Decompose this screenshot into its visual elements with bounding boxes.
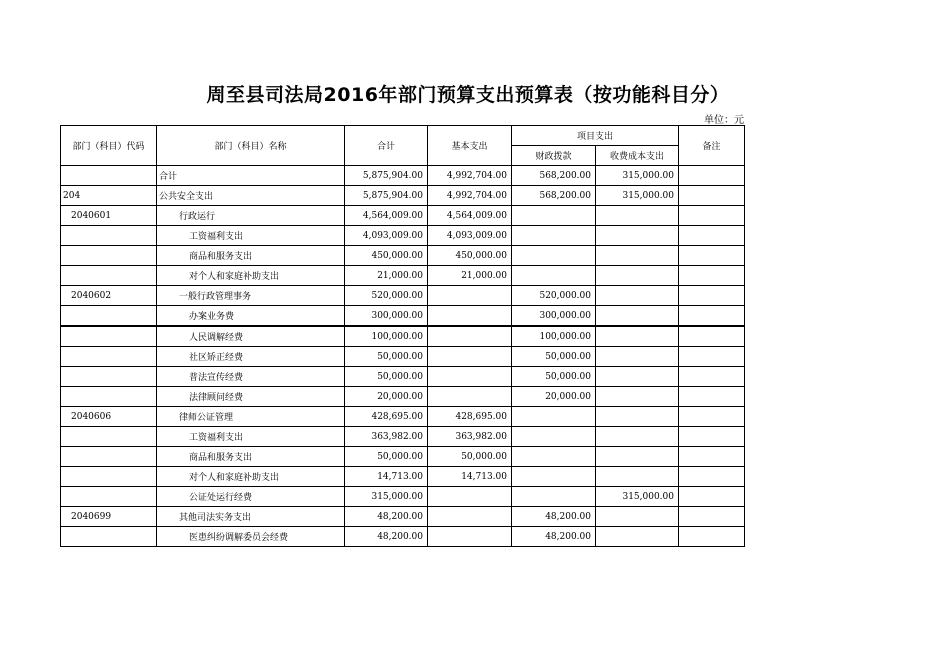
table-row <box>61 206 745 226</box>
cell-name: 人民调解经费 <box>157 326 345 347</box>
table-row <box>61 447 745 467</box>
cell-fiscal <box>512 467 596 487</box>
cell-fee: 315,000.00 <box>596 186 679 206</box>
cell-fiscal <box>512 487 596 507</box>
cell-note <box>679 447 745 467</box>
cell-note <box>679 407 745 427</box>
cell-name: 普法宣传经费 <box>157 367 345 387</box>
cell-fee <box>596 527 679 547</box>
cell-code <box>61 326 157 347</box>
cell-note <box>679 306 745 327</box>
cell-fiscal: 520,000.00 <box>512 286 596 306</box>
cell-total: 100,000.00 <box>345 326 428 347</box>
cell-name: 公证处运行经费 <box>157 487 345 507</box>
cell-fiscal: 100,000.00 <box>512 326 596 347</box>
cell-name: 办案业务费 <box>157 306 345 327</box>
cell-fee <box>596 407 679 427</box>
cell-fee <box>596 507 679 527</box>
cell-code <box>61 427 157 447</box>
cell-code: 204 <box>61 186 157 206</box>
cell-basic: 4,992,704.00 <box>428 186 512 206</box>
table-row <box>61 306 745 327</box>
cell-total: 5,875,904.00 <box>345 166 428 186</box>
header-total: 合计 <box>345 126 428 166</box>
cell-total: 520,000.00 <box>345 286 428 306</box>
cell-fee <box>596 226 679 246</box>
header-basic: 基本支出 <box>428 126 512 166</box>
cell-name: 法律顾问经费 <box>157 387 345 407</box>
cell-code <box>61 246 157 266</box>
cell-basic: 4,992,704.00 <box>428 166 512 186</box>
cell-total: 50,000.00 <box>345 367 428 387</box>
cell-fiscal <box>512 246 596 266</box>
cell-fiscal: 20,000.00 <box>512 387 596 407</box>
cell-basic <box>428 367 512 387</box>
cell-code: 2040602 <box>61 286 157 306</box>
table-row <box>61 286 745 306</box>
cell-basic: 21,000.00 <box>428 266 512 286</box>
cell-code <box>61 166 157 186</box>
cell-basic: 14,713.00 <box>428 467 512 487</box>
page-title: 周至县司法局2016年部门预算支出预算表（按功能科目分） <box>206 84 730 106</box>
cell-code <box>61 527 157 547</box>
cell-fee: 315,000.00 <box>596 166 679 186</box>
cell-fiscal <box>512 427 596 447</box>
cell-basic: 363,982.00 <box>428 427 512 447</box>
cell-code <box>61 306 157 327</box>
cell-fiscal: 48,200.00 <box>512 507 596 527</box>
cell-note <box>679 387 745 407</box>
cell-note <box>679 226 745 246</box>
cell-fiscal: 568,200.00 <box>512 166 596 186</box>
cell-code <box>61 487 157 507</box>
table-row <box>61 427 745 447</box>
cell-basic <box>428 306 512 327</box>
table-row <box>61 527 745 547</box>
cell-note <box>679 527 745 547</box>
cell-total: 50,000.00 <box>345 447 428 467</box>
cell-total: 50,000.00 <box>345 347 428 367</box>
table-row <box>61 266 745 286</box>
cell-fiscal: 48,200.00 <box>512 527 596 547</box>
cell-code <box>61 367 157 387</box>
table-row <box>61 326 745 347</box>
cell-name: 公共安全支出 <box>157 186 345 206</box>
cell-fee <box>596 306 679 327</box>
header-name: 部门（科目）名称 <box>157 126 345 166</box>
cell-code <box>61 226 157 246</box>
cell-fiscal <box>512 226 596 246</box>
table-row <box>61 226 745 246</box>
header-project: 项目支出 <box>512 126 679 146</box>
cell-total: 14,713.00 <box>345 467 428 487</box>
cell-note <box>679 367 745 387</box>
cell-fiscal: 50,000.00 <box>512 347 596 367</box>
cell-total: 4,564,009.00 <box>345 206 428 226</box>
cell-total: 428,695.00 <box>345 407 428 427</box>
cell-basic: 428,695.00 <box>428 407 512 427</box>
cell-basic: 4,564,009.00 <box>428 206 512 226</box>
cell-note <box>679 487 745 507</box>
table-row <box>61 367 745 387</box>
cell-name: 其他司法实务支出 <box>157 507 345 527</box>
cell-note <box>679 246 745 266</box>
cell-fee <box>596 206 679 226</box>
cell-fiscal <box>512 206 596 226</box>
cell-note <box>679 467 745 487</box>
cell-total: 20,000.00 <box>345 387 428 407</box>
cell-total: 48,200.00 <box>345 527 428 547</box>
cell-code <box>61 387 157 407</box>
cell-name: 社区矫正经费 <box>157 347 345 367</box>
cell-fee <box>596 467 679 487</box>
cell-fiscal <box>512 266 596 286</box>
header-code: 部门（科目）代码 <box>61 126 157 166</box>
header-note: 备注 <box>679 126 745 166</box>
cell-name: 律师公证管理 <box>157 407 345 427</box>
cell-note <box>679 347 745 367</box>
cell-name: 工资福利支出 <box>157 226 345 246</box>
cell-name: 商品和服务支出 <box>157 447 345 467</box>
cell-total: 21,000.00 <box>345 266 428 286</box>
cell-fiscal: 300,000.00 <box>512 306 596 327</box>
cell-fee <box>596 387 679 407</box>
cell-name: 对个人和家庭补助支出 <box>157 467 345 487</box>
cell-fiscal: 568,200.00 <box>512 186 596 206</box>
cell-fiscal <box>512 447 596 467</box>
cell-code: 2040606 <box>61 407 157 427</box>
cell-fiscal: 50,000.00 <box>512 367 596 387</box>
cell-name: 一般行政管理事务 <box>157 286 345 306</box>
cell-fee <box>596 286 679 306</box>
cell-fee <box>596 266 679 286</box>
cell-code <box>61 447 157 467</box>
cell-total: 5,875,904.00 <box>345 186 428 206</box>
table-row <box>61 166 745 186</box>
table-row <box>61 407 745 427</box>
cell-total: 300,000.00 <box>345 306 428 327</box>
cell-fee <box>596 326 679 347</box>
cell-note <box>679 266 745 286</box>
cell-note <box>679 427 745 447</box>
cell-fee <box>596 447 679 467</box>
header-fee: 收费成本支出 <box>596 146 679 166</box>
cell-name: 商品和服务支出 <box>157 246 345 266</box>
cell-fee <box>596 427 679 447</box>
cell-name: 合计 <box>157 166 345 186</box>
cell-note <box>679 166 745 186</box>
cell-basic <box>428 387 512 407</box>
cell-total: 363,982.00 <box>345 427 428 447</box>
cell-total: 48,200.00 <box>345 507 428 527</box>
cell-fee <box>596 367 679 387</box>
cell-fiscal <box>512 407 596 427</box>
cell-fee <box>596 246 679 266</box>
cell-code <box>61 266 157 286</box>
cell-basic: 450,000.00 <box>428 246 512 266</box>
cell-note <box>679 326 745 347</box>
cell-code: 2040601 <box>61 206 157 226</box>
cell-name: 行政运行 <box>157 206 345 226</box>
table-row <box>61 387 745 407</box>
unit-label: 单位：元 <box>704 115 744 126</box>
cell-code <box>61 467 157 487</box>
cell-note <box>679 186 745 206</box>
cell-name: 医患纠纷调解委员会经费 <box>157 527 345 547</box>
table-row <box>61 186 745 206</box>
cell-basic <box>428 286 512 306</box>
cell-basic: 4,093,009.00 <box>428 226 512 246</box>
cell-note <box>679 206 745 226</box>
cell-fee <box>596 347 679 367</box>
cell-code: 2040699 <box>61 507 157 527</box>
cell-note <box>679 286 745 306</box>
cell-total: 4,093,009.00 <box>345 226 428 246</box>
cell-basic <box>428 507 512 527</box>
table-row <box>61 246 745 266</box>
cell-basic: 50,000.00 <box>428 447 512 467</box>
budget-table <box>60 125 745 547</box>
cell-basic <box>428 487 512 507</box>
cell-total: 450,000.00 <box>345 246 428 266</box>
table-row <box>61 487 745 507</box>
cell-basic <box>428 527 512 547</box>
header-fiscal: 财政拨款 <box>512 146 596 166</box>
cell-name: 对个人和家庭补助支出 <box>157 266 345 286</box>
cell-name: 工资福利支出 <box>157 427 345 447</box>
table-row <box>61 347 745 367</box>
table-row <box>61 507 745 527</box>
cell-basic <box>428 347 512 367</box>
cell-basic <box>428 326 512 347</box>
cell-total: 315,000.00 <box>345 487 428 507</box>
cell-code <box>61 347 157 367</box>
table-row <box>61 467 745 487</box>
cell-note <box>679 507 745 527</box>
cell-fee: 315,000.00 <box>596 487 679 507</box>
